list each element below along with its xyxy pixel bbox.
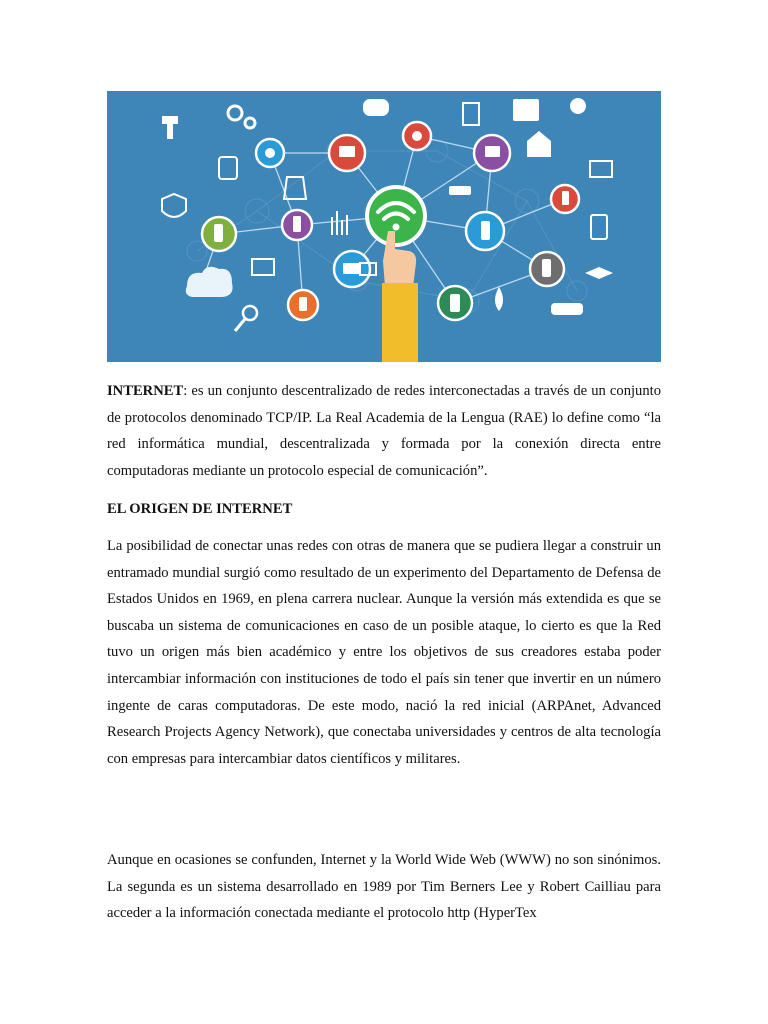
section-heading: EL ORIGEN DE INTERNET (107, 501, 293, 517)
www-paragraph: Aunque en ocasiones se confunden, Internet y la World Wide Web (WWW) no son sinónimos. La segunda es un sistema desarrollado en 1989 por Tim Berners Lee y Robert Cailliau para acceder a la información conectada mediante el protocolo http (HyperTex (107, 852, 661, 922)
internet-network-illustration (107, 91, 661, 362)
internet-definition-paragraph (107, 378, 661, 484)
origin-paragraph: La posibilidad de conectar unas redes con otras de manera que se pudiera llegar a construir un entramado mundial surgió como resultado de un experimento del Departamento de Defensa de Estados Unidos en 1969, en plena carrera nuclear. Aunque la versión más extendida es que se buscaba un sistema de comunicaciones en caso de un posible ataque, lo cierto es que la Red tuvo un origen más bien académico y entre los objetivos de sus creadores estaba poder intercambiar información con instituciones de todo el país sin tener que invertir en un número ingente de caras computadoras. De este modo, nació la red inicial (ARPAnet, Advanced Research Projects Agency Network), que conectaba universidades y centros de alta tecnología con empresas para intercambiar datos científicos y militares. (107, 538, 661, 767)
network-diagram-graphic (107, 91, 661, 362)
internet-definition-text: : es un conjunto descentralizado de redes interconectadas a través de un conjunto de protocolos denominado TCP/IP. La Real Academia de la Lengua (RAE) lo define como “la red informática mundial, descentralizada y formada por la conexión directa entre computadoras mediante un protocolo especial de comunicación”. (107, 383, 661, 479)
internet-term: INTERNET (107, 383, 184, 399)
